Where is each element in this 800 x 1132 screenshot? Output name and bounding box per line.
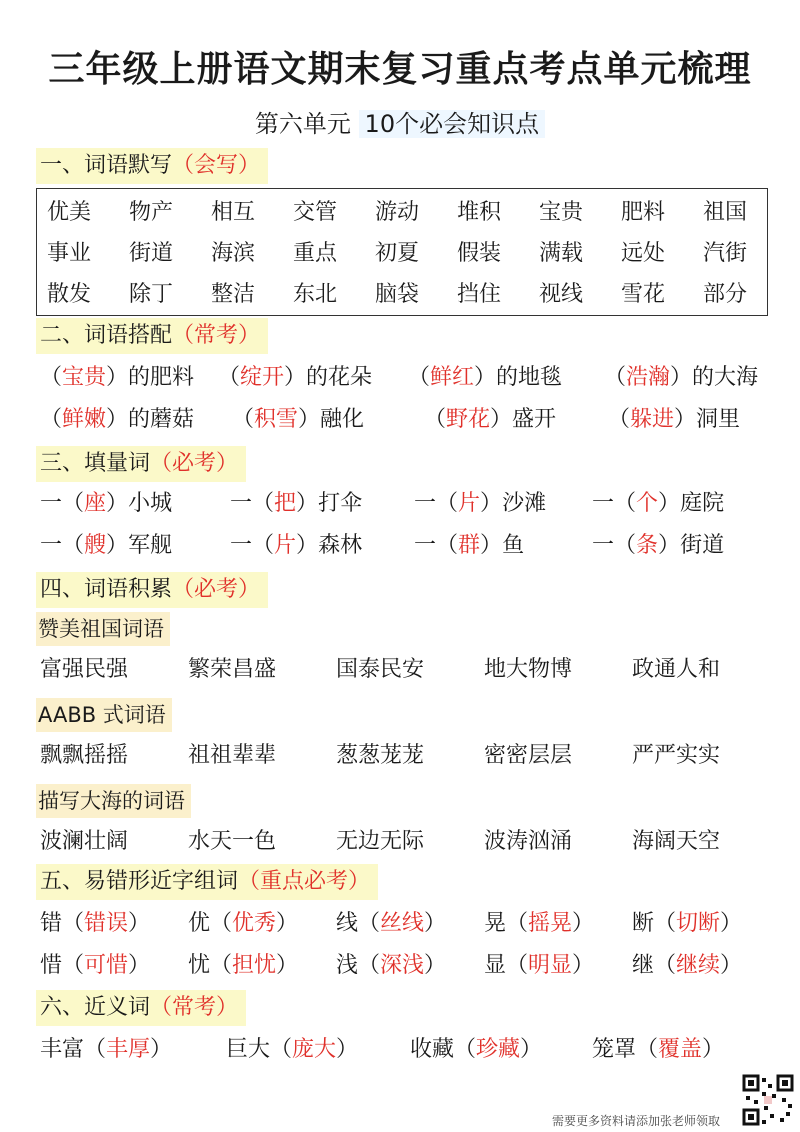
- collocation-row: [40, 400, 768, 440]
- paren-close: ）: [296, 533, 319, 558]
- paren-close: ）: [106, 533, 129, 558]
- collocation-answer: 鲜红: [430, 365, 475, 390]
- paren-open: （: [358, 953, 381, 978]
- paren-close: ）: [520, 1037, 543, 1062]
- paren-open: （: [84, 1037, 107, 1062]
- idiom-row: [40, 822, 768, 862]
- similar-char-item: [484, 904, 594, 944]
- similar-char-item: [632, 946, 742, 986]
- section-label: 四、词语积累: [40, 577, 173, 602]
- paren-close: ）: [276, 953, 299, 978]
- dictation-word: 部分: [703, 282, 748, 307]
- collocation-item: [218, 358, 372, 398]
- dictation-word: 海滨: [211, 241, 256, 266]
- subsection-heading: 描写大海的词语: [36, 784, 191, 818]
- collocation-item: [232, 400, 364, 440]
- dictation-word: 交管: [293, 200, 338, 225]
- paren-close: ）: [480, 533, 503, 558]
- measure-rest: 军舰: [128, 533, 173, 558]
- similar-char-answer: 丝线: [380, 911, 425, 936]
- measure-prefix: 一: [414, 491, 437, 516]
- idiom-word: 飘飘摇摇: [40, 743, 129, 768]
- similar-char-answer: 继续: [676, 953, 721, 978]
- measure-prefix: 一: [230, 533, 253, 558]
- idiom-word: 国泰民安: [336, 657, 425, 682]
- synonym-item: [592, 1030, 724, 1070]
- dictation-word: 事业: [47, 241, 92, 266]
- collocation-item: [608, 400, 740, 440]
- collocation-answer: 积雪: [254, 407, 299, 432]
- measure-prefix: 一: [592, 533, 615, 558]
- paren-close: ）: [674, 407, 697, 432]
- paren-open: （: [218, 365, 241, 390]
- measure-rest: 庭院: [680, 491, 725, 516]
- similar-char-answer: 摇晃: [528, 911, 573, 936]
- dictation-word: 雪花: [621, 282, 666, 307]
- subsection-heading: 赞美祖国词语: [36, 612, 170, 646]
- paren-open: （: [62, 491, 85, 516]
- collocation-item: [424, 400, 556, 440]
- dictation-row: [37, 193, 767, 233]
- paren-open: （: [506, 911, 529, 936]
- measure-rest: 沙滩: [502, 491, 547, 516]
- measure-word-item: [40, 484, 172, 524]
- measure-word-item: [230, 484, 362, 524]
- paren-close: ）: [128, 953, 151, 978]
- collocation-answer: 躲进: [630, 407, 675, 432]
- qr-code-icon: [742, 1074, 794, 1126]
- idiom-word: 波涛汹涌: [484, 829, 573, 854]
- similar-char-item: [40, 904, 150, 944]
- section-heading-accumulation: [36, 572, 268, 608]
- synonym-word: 巨大: [226, 1037, 271, 1062]
- section-heading-synonyms: [36, 990, 246, 1026]
- paren-close: ）: [424, 953, 447, 978]
- paren-close: ）: [106, 491, 129, 516]
- collocation-rest: 的肥料: [128, 365, 195, 390]
- paren-close: ）: [106, 365, 129, 390]
- similar-char-item: [336, 904, 446, 944]
- collocation-rest: 融化: [320, 407, 365, 432]
- paren-close: ）: [702, 1037, 725, 1062]
- collocation-rest: 的花朵: [306, 365, 373, 390]
- unit-label: 第六单元: [254, 110, 351, 138]
- section-heading-similar-chars: [36, 864, 378, 900]
- collocation-item: [40, 400, 194, 440]
- base-char: 线: [336, 911, 359, 936]
- paren-open: （: [358, 911, 381, 936]
- collocation-item: [604, 358, 758, 398]
- dictation-word: 重点: [293, 241, 338, 266]
- measure-word-item: [230, 526, 362, 566]
- paren-close: ）: [720, 911, 743, 936]
- measure-answer: 条: [636, 533, 659, 558]
- synonym-answer: 覆盖: [658, 1037, 703, 1062]
- section-heading-measure-words: [36, 446, 246, 482]
- paren-close: ）: [284, 365, 307, 390]
- paren-open: （: [62, 911, 85, 936]
- dictation-row: [37, 275, 767, 315]
- paren-close: ）: [658, 533, 681, 558]
- similar-char-answer: 优秀: [232, 911, 277, 936]
- similar-char-item: [188, 904, 298, 944]
- dictation-word: 除丁: [129, 282, 174, 307]
- similar-char-item: [632, 904, 742, 944]
- collocation-rest: 的地毯: [496, 365, 563, 390]
- measure-rest: 街道: [680, 533, 725, 558]
- measure-word-row: [40, 526, 768, 566]
- paren-open: （: [40, 407, 63, 432]
- idiom-word: 水天一色: [188, 829, 277, 854]
- paren-close: ）: [658, 491, 681, 516]
- idiom-word: 海阔天空: [632, 829, 721, 854]
- idiom-word: 地大物博: [484, 657, 573, 682]
- base-char: 忧: [188, 953, 211, 978]
- paren-close: ）: [106, 407, 129, 432]
- measure-answer: 片: [458, 491, 481, 516]
- measure-prefix: 一: [40, 491, 63, 516]
- similar-char-answer: 错误: [84, 911, 129, 936]
- similar-char-row: [40, 946, 768, 986]
- dictation-word: 街道: [129, 241, 174, 266]
- measure-prefix: 一: [40, 533, 63, 558]
- paren-close: ）: [150, 1037, 173, 1062]
- section-tag: （常考）: [172, 323, 261, 348]
- paren-open: （: [62, 533, 85, 558]
- paren-close: ）: [276, 911, 299, 936]
- dictation-word: 祖国: [703, 200, 748, 225]
- idiom-row: [40, 736, 768, 776]
- section-tag: （必考）: [172, 577, 261, 602]
- paren-close: ）: [670, 365, 693, 390]
- section-tag: （重点必考）: [238, 869, 371, 894]
- paren-open: （: [614, 491, 637, 516]
- synonym-answer: 丰厚: [106, 1037, 151, 1062]
- section-label: 六、近义词: [40, 995, 151, 1020]
- measure-prefix: 一: [592, 491, 615, 516]
- dictation-word: 相互: [211, 200, 256, 225]
- collocation-row: [40, 358, 768, 398]
- paren-close: ）: [572, 911, 595, 936]
- idiom-word: 葱葱茏茏: [336, 743, 425, 768]
- synonym-word: 丰富: [40, 1037, 85, 1062]
- dictation-word: 满载: [539, 241, 584, 266]
- idiom-word: 无边无际: [336, 829, 425, 854]
- section-label: 二、词语搭配: [40, 323, 173, 348]
- dictation-word: 肥料: [621, 200, 666, 225]
- synonym-answer: 庞大: [292, 1037, 337, 1062]
- idiom-word: 富强民强: [40, 657, 129, 682]
- section-label: 五、易错形近字组词: [40, 869, 239, 894]
- section-label: 三、填量词: [40, 451, 151, 476]
- paren-open: （: [210, 953, 233, 978]
- similar-char-item: [336, 946, 446, 986]
- collocation-rest: 盛开: [512, 407, 557, 432]
- paren-close: ）: [298, 407, 321, 432]
- collocation-rest: 洞里: [696, 407, 741, 432]
- dictation-word: 游动: [375, 200, 420, 225]
- base-char: 继: [632, 953, 655, 978]
- dictation-row: [37, 234, 767, 274]
- synonym-word: 笼罩: [592, 1037, 637, 1062]
- paren-close: ）: [572, 953, 595, 978]
- base-char: 显: [484, 953, 507, 978]
- paren-open: （: [408, 365, 431, 390]
- dictation-word: 远处: [621, 241, 666, 266]
- dictation-word: 整洁: [211, 282, 256, 307]
- paren-close: ）: [490, 407, 513, 432]
- paren-open: （: [654, 953, 677, 978]
- base-char: 浅: [336, 953, 359, 978]
- collocation-item: [40, 358, 194, 398]
- collocation-rest: 的大海: [692, 365, 759, 390]
- paren-open: （: [436, 533, 459, 558]
- paren-open: （: [506, 953, 529, 978]
- paren-open: （: [40, 365, 63, 390]
- idiom-word: 繁荣昌盛: [188, 657, 277, 682]
- measure-word-item: [592, 484, 724, 524]
- base-char: 断: [632, 911, 655, 936]
- similar-char-item: [40, 946, 150, 986]
- similar-char-answer: 明显: [528, 953, 573, 978]
- paren-close: ）: [424, 911, 447, 936]
- paren-close: ）: [336, 1037, 359, 1062]
- idiom-row: [40, 650, 768, 690]
- section-label: 一、词语默写: [40, 153, 173, 178]
- paren-open: （: [210, 911, 233, 936]
- dictation-word: 假装: [457, 241, 502, 266]
- paren-open: （: [608, 407, 631, 432]
- dictation-word: 初夏: [375, 241, 420, 266]
- idiom-word: 政通人和: [632, 657, 721, 682]
- idiom-word: 密密层层: [484, 743, 573, 768]
- dictation-word: 散发: [47, 282, 92, 307]
- idiom-word: 祖祖辈辈: [188, 743, 277, 768]
- paren-open: （: [454, 1037, 477, 1062]
- page-title: 三年级上册语文期末复习重点考点单元梳理: [48, 49, 752, 90]
- collocation-answer: 野花: [446, 407, 491, 432]
- measure-prefix: 一: [414, 533, 437, 558]
- synonym-word: 收藏: [410, 1037, 455, 1062]
- dictation-word: 宝贵: [539, 200, 584, 225]
- paren-open: （: [436, 491, 459, 516]
- measure-rest: 鱼: [502, 533, 525, 558]
- idiom-word: 严严实实: [632, 743, 721, 768]
- similar-char-item: [188, 946, 298, 986]
- measure-rest: 小城: [128, 491, 173, 516]
- section-heading-collocation: [36, 318, 268, 354]
- dictation-box: [36, 188, 768, 316]
- measure-answer: 艘: [84, 533, 107, 558]
- measure-answer: 把: [274, 491, 297, 516]
- collocation-answer: 浩瀚: [626, 365, 671, 390]
- collocation-answer: 鲜嫩: [62, 407, 107, 432]
- subtitle: [251, 106, 549, 142]
- paren-open: （: [654, 911, 677, 936]
- footer-note: 需要更多资料请添加张老师领取: [551, 1114, 720, 1128]
- similar-char-answer: 担忧: [232, 953, 277, 978]
- measure-word-item: [414, 484, 546, 524]
- measure-prefix: 一: [230, 491, 253, 516]
- synonym-item: [40, 1030, 172, 1070]
- paren-close: ）: [720, 953, 743, 978]
- dictation-word: 堆积: [457, 200, 502, 225]
- section-heading-dictation: [36, 148, 268, 184]
- similar-char-item: [484, 946, 594, 986]
- dictation-word: 物产: [129, 200, 174, 225]
- paren-close: ）: [474, 365, 497, 390]
- section-tag: （必考）: [150, 451, 239, 476]
- paren-open: （: [232, 407, 255, 432]
- paren-open: （: [636, 1037, 659, 1062]
- similar-char-row: [40, 904, 768, 944]
- knowledge-count: 10个必会知识点: [359, 110, 546, 138]
- paren-close: ）: [480, 491, 503, 516]
- measure-answer: 群: [458, 533, 481, 558]
- base-char: 优: [188, 911, 211, 936]
- dictation-word: 优美: [47, 200, 92, 225]
- paren-close: ）: [128, 911, 151, 936]
- measure-rest: 森林: [318, 533, 363, 558]
- measure-word-item: [414, 526, 524, 566]
- dictation-word: 挡住: [457, 282, 502, 307]
- subtitle-wrap: [0, 106, 800, 142]
- paren-open: （: [62, 953, 85, 978]
- synonym-item: [410, 1030, 542, 1070]
- synonym-item: [226, 1030, 358, 1070]
- paren-open: （: [252, 533, 275, 558]
- similar-char-answer: 可惜: [84, 953, 129, 978]
- paren-open: （: [270, 1037, 293, 1062]
- measure-answer: 片: [274, 533, 297, 558]
- section-tag: （常考）: [150, 995, 239, 1020]
- section-tag: （会写）: [172, 153, 261, 178]
- dictation-word: 汽街: [703, 241, 748, 266]
- measure-word-item: [592, 526, 724, 566]
- idiom-word: 波澜壮阔: [40, 829, 129, 854]
- measure-answer: 座: [84, 491, 107, 516]
- similar-char-answer: 深浅: [380, 953, 425, 978]
- collocation-item: [408, 358, 562, 398]
- paren-open: （: [614, 533, 637, 558]
- base-char: 晃: [484, 911, 507, 936]
- base-char: 错: [40, 911, 63, 936]
- synonym-answer: 珍藏: [476, 1037, 521, 1062]
- dictation-word: 脑袋: [375, 282, 420, 307]
- base-char: 惜: [40, 953, 63, 978]
- paren-open: （: [424, 407, 447, 432]
- subsection-heading: AABB 式词语: [36, 698, 172, 732]
- measure-word-row: [40, 484, 768, 524]
- paren-close: ）: [296, 491, 319, 516]
- dictation-word: 东北: [293, 282, 338, 307]
- synonym-row: [40, 1030, 768, 1070]
- dictation-word: 视线: [539, 282, 584, 307]
- measure-rest: 打伞: [318, 491, 363, 516]
- paren-open: （: [252, 491, 275, 516]
- collocation-answer: 宝贵: [62, 365, 107, 390]
- similar-char-answer: 切断: [676, 911, 721, 936]
- measure-word-item: [40, 526, 172, 566]
- collocation-answer: 绽开: [240, 365, 285, 390]
- collocation-rest: 的蘑菇: [128, 407, 195, 432]
- paren-open: （: [604, 365, 627, 390]
- measure-answer: 个: [636, 491, 659, 516]
